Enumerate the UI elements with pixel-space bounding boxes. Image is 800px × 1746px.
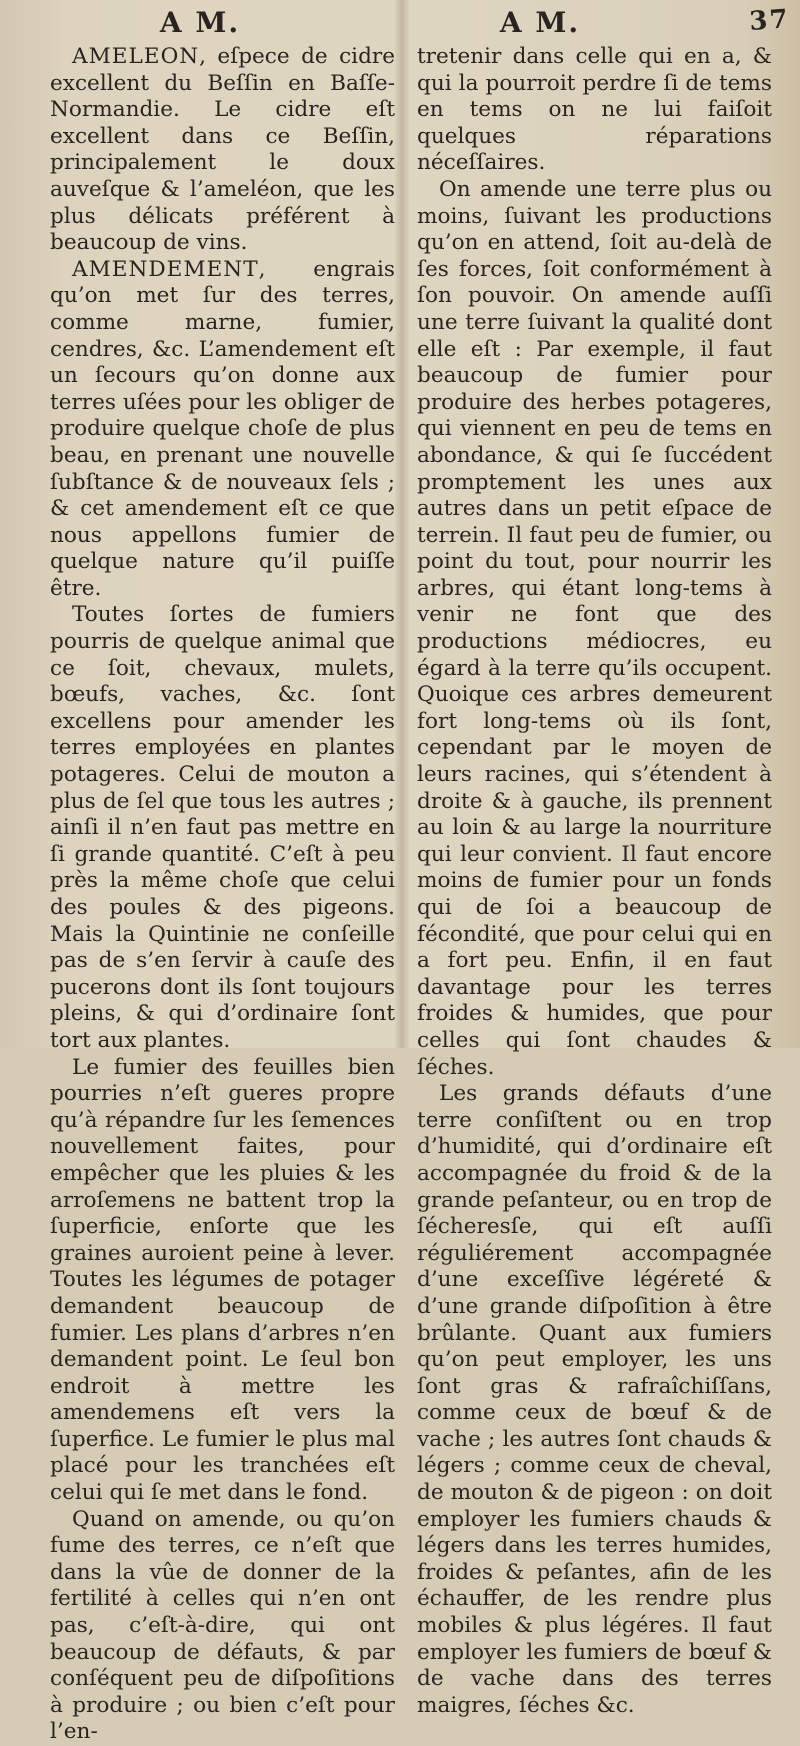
entry-text-ameleon: , eſpece de cidre excellent du Beſſin en Baſſe-Normandie. Le cidre eſt excellent dans ce Beſſin, principalement le doux auveſque & l’ameléon, que les plus délicats préférent à beaucoup de vins. — [50, 44, 395, 256]
paragraph-defauts: Les grands défauts d’une terre conſiſtent ou en trop d’humidité, qui d’ordinaire eſt accompagnée du froid & de la grande peſanteur, ou en trop de ſécheresſe, qui eſt auſſi réguliérement accompagnée d’une exceſſive légéreté & d’une grande diſpoſition à être brûlante. Quant aux fumiers qu’on peut employer, les uns ſont gras & rafraîchiſſans, comme ceux de bœuf & de vache ; les autres ſont chauds & légers ; comme ceux de cheval, de mouton & de pigeon : on doit employer les fumiers chauds & légers dans les terres humides, froides & peſantes, afin de les échauffer, de les rendre plus mobiles & plus légéres. Il faut employer les fumiers de bœuf & de vache dans des terres maigres, ſéches &c. — [417, 1081, 772, 1718]
paragraph-amende-terre: On amende une terre plus ou moins, ſuivant les productions qu’on en attend, ſoit au-delà de ſes forces, ſoit conformément à ſon pouvoir. On amende auſſi une terre ſuivant la qualité dont elle eſt : Par exemple, il faut beaucoup de fumier pour produire des herbes potageres, qui viennent en peu de tems en abondance, & qui ſe ſuccédent promptement les unes aux autres dans un petit eſpace de terrein. Il faut peu de fumier, ou point du tout, pour nourrir les arbres, qui étant long-tems à venir ne font que des productions médiocres, eu égard à la terre qu’ils occupent. Quoique ces arbres demeurent fort long-tems où ils ſont, cependant par le moyen de leurs racines, qui s’étendent à droite & à gauche, ils prennent au loin & au large la nourriture qui leur convient. Il faut encore moins de fumier pour un fonds qui de ſoi a beaucoup de fécondité, que pour celui qui en a fort peu. Enfin, il en faut davantage pour les terres froides & humides, que pour celles qui ſont chaudes & ſéches. — [417, 176, 772, 1080]
paragraph-continuation: tretenir dans celle qui en a, & qui la pourroit perdre ſi de tems en tems on ne lui faiſoit quelques réparations néceſſaires. — [417, 44, 772, 176]
running-head-left: A M. — [159, 6, 241, 39]
left-column — [50, 44, 395, 1746]
running-head-right: A M. — [499, 6, 581, 39]
right-column — [417, 44, 772, 1719]
page-gutter — [395, 0, 409, 1048]
paragraph-fumiers: Toutes ſortes de fumiers pourris de quelque animal que ce ſoit, chevaux, mulets, bœufs, vaches, &c. ſont excellens pour amender les terres employées en plantes potageres. Celui de mouton a plus de ſel que tous les autres ; ainſi il n’en faut pas mettre en ſi grande quantité. C’eſt à peu près la même choſe que celui des poules & des pigeons. Mais la Quintinie ne conſeille pas de s’en ſervir à cauſe des pucerons dont ils ſont toujours pleins, & qui d’ordinaire ſont tort aux plantes. — [50, 602, 395, 1053]
entry-amendement — [50, 257, 395, 603]
paragraph-amende: Quand on amende, ou qu’on fume des terres, ce n’eſt que dans la vûe de donner de la fertilité à celles qui n’en ont pas, c’eſt-à-dire, qui ont beaucoup de défauts, & par conſéquent peu de diſpoſitions à produire ; ou bien c’eſt pour l’en- — [50, 1506, 395, 1745]
entry-headword-amendement: AMENDEMENT — [72, 256, 259, 282]
entry-ameleon — [50, 44, 395, 257]
entry-headword-ameleon: AMELEON — [72, 44, 200, 69]
entry-text-amendement: , engrais qu’on met ſur des terres, comme marne, fumier, cendres, &c. L’amendement eſt un ſecours qu’on donne aux terres uſées pour les obliger de produire quelque choſe de plus beau, en prenant une nouvelle ſubſtance & de nouveaux ſels ; & cet amendement eſt ce que nous appellons fumier de quelque nature qu’il puiſſe être. — [50, 256, 395, 601]
paragraph-feuilles: Le fumier des feuilles bien pourries n’eſt gueres propre qu’à répandre ſur les ſemences nouvellement faites, pour empêcher que les pluies & les arroſemens ne battent trop la ſuperficie, enſorte que les graines auroient peine à lever. Toutes les légumes de potager demandent beaucoup de fumier. Les plans d’arbres n’en demandent point. Le ſeul bon endroit à mettre les amendemens eſt vers la ſuperficе. Le fumier le plus mal placé pour les tranchées eſt celui qui ſe met dans le fond. — [50, 1054, 395, 1506]
page-number: 37 — [748, 4, 791, 38]
